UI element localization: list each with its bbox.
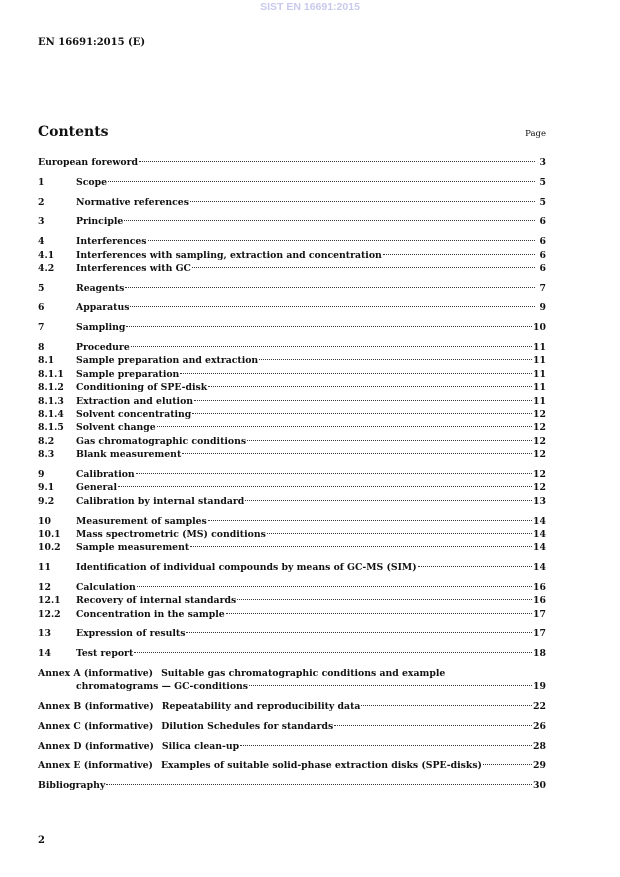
- toc-entry-number: 13: [38, 628, 51, 640]
- toc-leader-dots: [106, 784, 532, 785]
- toc-entry-title[interactable]: Interferences with sampling, extraction and concentration: [76, 249, 382, 261]
- toc-leader-dots: [245, 500, 532, 501]
- toc-leader-dots: [208, 520, 532, 521]
- toc-entry-title[interactable]: Gas chromatographic conditions: [76, 435, 247, 447]
- toc-annex-entry-continuation[interactable]: [38, 680, 546, 693]
- annex-page: 26: [533, 720, 546, 732]
- toc-entry-title[interactable]: Solvent change: [76, 422, 156, 434]
- toc-leader-dots: [334, 725, 532, 726]
- toc-entry-number: 6: [38, 302, 45, 314]
- toc-entry-page: 9: [539, 302, 546, 314]
- toc-entry-number: 8.1.5: [38, 422, 64, 434]
- toc-leader-dots: [383, 254, 535, 255]
- toc-entry-page: 11: [533, 368, 546, 380]
- toc-entry-page: 14: [533, 562, 546, 574]
- toc-leader-dots: [226, 613, 532, 614]
- annex-page: 19: [533, 681, 546, 693]
- toc-leader-dots: [157, 426, 532, 427]
- toc-entry-number: 1: [38, 176, 45, 188]
- toc-entry-title[interactable]: Sample measurement: [76, 542, 190, 554]
- annex-label: Annex B (informative): [38, 701, 154, 713]
- toc-leader-dots: [240, 745, 532, 746]
- toc-entry-page: 12: [533, 482, 546, 494]
- toc-leader-dots: [118, 486, 532, 487]
- annex-label: Annex E (informative): [38, 760, 153, 772]
- annex-title[interactable]: Dilution Schedules for standards: [161, 720, 334, 732]
- toc-leader-dots: [190, 546, 532, 547]
- toc-entry-number: 10.2: [38, 542, 61, 554]
- toc-entry-number: 5: [38, 282, 45, 294]
- toc-entry-page: 11: [533, 382, 546, 394]
- toc-leader-dots: [148, 240, 535, 241]
- toc-entry[interactable]: [38, 627, 546, 640]
- toc-entry-title[interactable]: General: [76, 482, 117, 494]
- toc-leader-dots: [180, 373, 532, 374]
- toc-leader-dots: [137, 586, 532, 587]
- toc-entry-title[interactable]: Sampling: [76, 322, 126, 334]
- toc-entry-page: 11: [533, 342, 546, 354]
- toc-entry[interactable]: [38, 176, 546, 189]
- toc-entry[interactable]: [38, 235, 546, 248]
- toc-leader-dots: [186, 632, 532, 633]
- toc-entry[interactable]: [38, 282, 546, 295]
- toc-annex-entry[interactable]: [38, 667, 546, 680]
- toc-entry-page: 17: [533, 608, 546, 620]
- toc-entry-title[interactable]: Calculation: [76, 581, 136, 593]
- toc-entry[interactable]: [38, 495, 546, 508]
- toc-entry-title[interactable]: Interferences: [76, 236, 147, 248]
- toc-entry-page: 18: [533, 648, 546, 660]
- toc-leader-dots: [131, 346, 532, 347]
- toc-entry[interactable]: [38, 215, 546, 228]
- toc-entry-page: 14: [533, 542, 546, 554]
- toc-entry-title[interactable]: Calibration by internal standard: [76, 495, 245, 507]
- toc-entry-page: 6: [539, 236, 546, 248]
- toc-entry-number: 8.1.2: [38, 382, 64, 394]
- toc-entry-number: 12.2: [38, 608, 61, 620]
- toc-leader-dots: [126, 326, 532, 327]
- toc-leader-dots: [418, 566, 532, 567]
- toc-entry[interactable]: [38, 321, 546, 334]
- toc-leader-dots: [483, 764, 532, 765]
- toc-entry-number: 9: [38, 468, 45, 480]
- toc-leader-dots: [267, 533, 532, 534]
- toc-entry-page: 14: [533, 515, 546, 527]
- toc-entry[interactable]: [38, 341, 546, 354]
- annex-title[interactable]: Suitable gas chromatographic conditions and example: [161, 667, 446, 679]
- annex-label: Annex A (informative): [38, 667, 154, 679]
- toc-entry-number: 8.1: [38, 355, 55, 367]
- toc-leader-dots: [259, 359, 532, 360]
- toc-entry-page: 5: [539, 176, 546, 188]
- toc-entry-page: 11: [533, 395, 546, 407]
- toc-entry-title[interactable]: Normative references: [76, 196, 189, 208]
- annex-title-continued[interactable]: chromatograms — GC-conditions: [76, 681, 249, 693]
- toc-leader-dots: [249, 685, 532, 686]
- contents-title: Contents: [38, 124, 109, 140]
- toc-entry-title[interactable]: Sample preparation and extraction: [76, 355, 259, 367]
- toc-entry-number: 4.2: [38, 262, 55, 274]
- toc-entry[interactable]: [38, 561, 546, 574]
- toc-entry-title[interactable]: Mass spectrometric (MS) conditions: [76, 528, 266, 540]
- toc-entry-page: 16: [533, 595, 546, 607]
- toc-leader-dots: [108, 181, 535, 182]
- toc-entry-number: 8.3: [38, 449, 55, 461]
- page-number: 2: [38, 835, 45, 846]
- toc-entry-number: 7: [38, 322, 45, 334]
- toc-entry[interactable]: [38, 421, 546, 434]
- toc-entry-title[interactable]: Recovery of internal standards: [76, 595, 237, 607]
- toc-entry-number: 9.1: [38, 482, 55, 494]
- toc-entry[interactable]: [38, 448, 546, 461]
- toc-entry-page: 3: [539, 157, 546, 168]
- toc-entry[interactable]: [38, 515, 546, 528]
- toc-entry-number: 4.1: [38, 249, 55, 261]
- toc-entry-number: 8.1.4: [38, 408, 64, 420]
- toc-entry-number: 3: [38, 216, 45, 228]
- toc-entry-title[interactable]: Blank measurement: [76, 449, 182, 461]
- bibliography-page: 30: [533, 780, 546, 792]
- toc-leader-dots: [136, 473, 532, 474]
- annex-label: Annex C (informative): [38, 720, 154, 732]
- annex-page: 22: [533, 701, 546, 713]
- toc-entry-number: 8.1.1: [38, 368, 64, 380]
- toc-entry[interactable]: [38, 541, 546, 554]
- toc-entry[interactable]: [38, 435, 546, 448]
- toc-entry-page: 7: [539, 282, 546, 294]
- toc-entry-page: 12: [533, 408, 546, 420]
- toc-entry-page: 12: [533, 422, 546, 434]
- toc-annex-entry[interactable]: [38, 740, 546, 753]
- toc-entry-title[interactable]: Procedure: [76, 342, 130, 354]
- toc-entry[interactable]: [38, 156, 546, 169]
- annex-page: 29: [533, 760, 546, 772]
- toc-entry-page: 12: [533, 435, 546, 447]
- toc-entry[interactable]: [38, 354, 546, 367]
- toc-entry[interactable]: [38, 468, 546, 481]
- toc-entry-title[interactable]: Test report: [76, 648, 134, 660]
- toc-entry[interactable]: [38, 368, 546, 381]
- toc-entry-title[interactable]: Measurement of samples: [76, 515, 207, 527]
- toc-leader-dots: [139, 161, 535, 162]
- toc-leader-dots: [192, 413, 532, 414]
- toc-leader-dots: [194, 400, 532, 401]
- toc-leader-dots: [247, 440, 532, 441]
- toc-entry[interactable]: [38, 481, 546, 494]
- toc-entry[interactable]: [38, 581, 546, 594]
- toc-leader-dots: [208, 386, 532, 387]
- toc-entry[interactable]: [38, 647, 546, 660]
- annex-label: Annex D (informative): [38, 740, 154, 752]
- toc-entry-page: 5: [539, 196, 546, 208]
- toc-entry[interactable]: [38, 594, 546, 607]
- toc-leader-dots: [134, 652, 532, 653]
- toc-entry-number: 10: [38, 515, 51, 527]
- annex-page: 28: [533, 740, 546, 752]
- toc-annex-entry[interactable]: [38, 700, 546, 713]
- toc-entry-number: 12: [38, 581, 51, 593]
- toc-entry-page: 12: [533, 449, 546, 461]
- toc-entry-title[interactable]: Conditioning of SPE-disk: [76, 382, 208, 394]
- toc-leader-dots: [237, 599, 532, 600]
- toc-entry-title[interactable]: Interferences with GC: [76, 262, 191, 274]
- toc-entry-number: 9.2: [38, 495, 55, 507]
- toc-entry-title[interactable]: Calibration: [76, 468, 135, 480]
- table-of-contents: [38, 156, 546, 793]
- toc-entry-number: 12.1: [38, 595, 61, 607]
- toc-leader-dots: [192, 267, 535, 268]
- toc-entry[interactable]: [38, 196, 546, 209]
- toc-entry-title[interactable]: Solvent concentrating: [76, 408, 192, 420]
- toc-entry-page: 6: [539, 216, 546, 228]
- toc-entry[interactable]: [38, 262, 546, 275]
- toc-entry-page: 10: [533, 322, 546, 334]
- toc-entry-title[interactable]: Sample preparation: [76, 368, 180, 380]
- toc-entry[interactable]: [38, 608, 546, 621]
- toc-entry-page: 6: [539, 262, 546, 274]
- toc-entry-page: 17: [533, 628, 546, 640]
- annex-title[interactable]: Repeatability and reproducibility data: [161, 701, 361, 713]
- toc-entry-title[interactable]: Expression of results: [76, 628, 186, 640]
- toc-entry-number: 2: [38, 196, 45, 208]
- toc-entry[interactable]: [38, 301, 546, 314]
- toc-entry-number: 8.2: [38, 435, 55, 447]
- toc-entry[interactable]: [38, 249, 546, 262]
- toc-entry-page: 16: [533, 581, 546, 593]
- toc-entry[interactable]: [38, 408, 546, 421]
- toc-entry-page: 12: [533, 468, 546, 480]
- toc-entry-title[interactable]: Scope: [76, 176, 107, 188]
- page-column-label: Page: [525, 129, 546, 139]
- toc-entry-number: 4: [38, 236, 45, 248]
- toc-entry-page: 13: [533, 495, 546, 507]
- toc-entry-title[interactable]: European foreword: [38, 157, 138, 168]
- toc-leader-dots: [190, 201, 535, 202]
- toc-entry-title[interactable]: Extraction and elution: [76, 395, 194, 407]
- toc-entry-number: 8.1.3: [38, 395, 64, 407]
- watermark: SIST EN 16691:2015: [260, 1, 360, 13]
- toc-bibliography[interactable]: [38, 779, 546, 792]
- toc-entry-title[interactable]: Concentration in the sample: [76, 608, 225, 620]
- toc-entry-number: 14: [38, 648, 51, 660]
- toc-entry-number: 8: [38, 342, 45, 354]
- toc-leader-dots: [182, 453, 532, 454]
- toc-entry-number: 10.1: [38, 528, 61, 540]
- toc-entry-title[interactable]: Principle: [76, 216, 124, 228]
- toc-entry-title[interactable]: Identification of individual compounds by means of GC-MS (SIM): [76, 562, 417, 574]
- annex-title[interactable]: Examples of suitable solid-phase extraction disks (SPE-disks): [160, 760, 482, 772]
- toc-leader-dots: [130, 306, 535, 307]
- toc-entry-title[interactable]: Apparatus: [76, 302, 130, 314]
- toc-entry-number: 11: [38, 562, 51, 574]
- toc-entry-title[interactable]: Reagents: [76, 282, 125, 294]
- document-header: EN 16691:2015 (E): [38, 37, 146, 48]
- toc-entry[interactable]: [38, 395, 546, 408]
- toc-entry-page: 14: [533, 528, 546, 540]
- toc-annex-entry[interactable]: [38, 720, 546, 733]
- toc-annex-entry[interactable]: [38, 759, 546, 772]
- annex-title[interactable]: Silica clean-up: [161, 740, 240, 752]
- toc-entry-page: 6: [539, 249, 546, 261]
- toc-leader-dots: [361, 705, 532, 706]
- toc-leader-dots: [125, 287, 535, 288]
- bibliography-title[interactable]: Bibliography: [38, 780, 106, 792]
- toc-entry[interactable]: [38, 528, 546, 541]
- toc-entry[interactable]: [38, 381, 546, 394]
- toc-entry-page: 11: [533, 355, 546, 367]
- toc-leader-dots: [124, 220, 535, 221]
